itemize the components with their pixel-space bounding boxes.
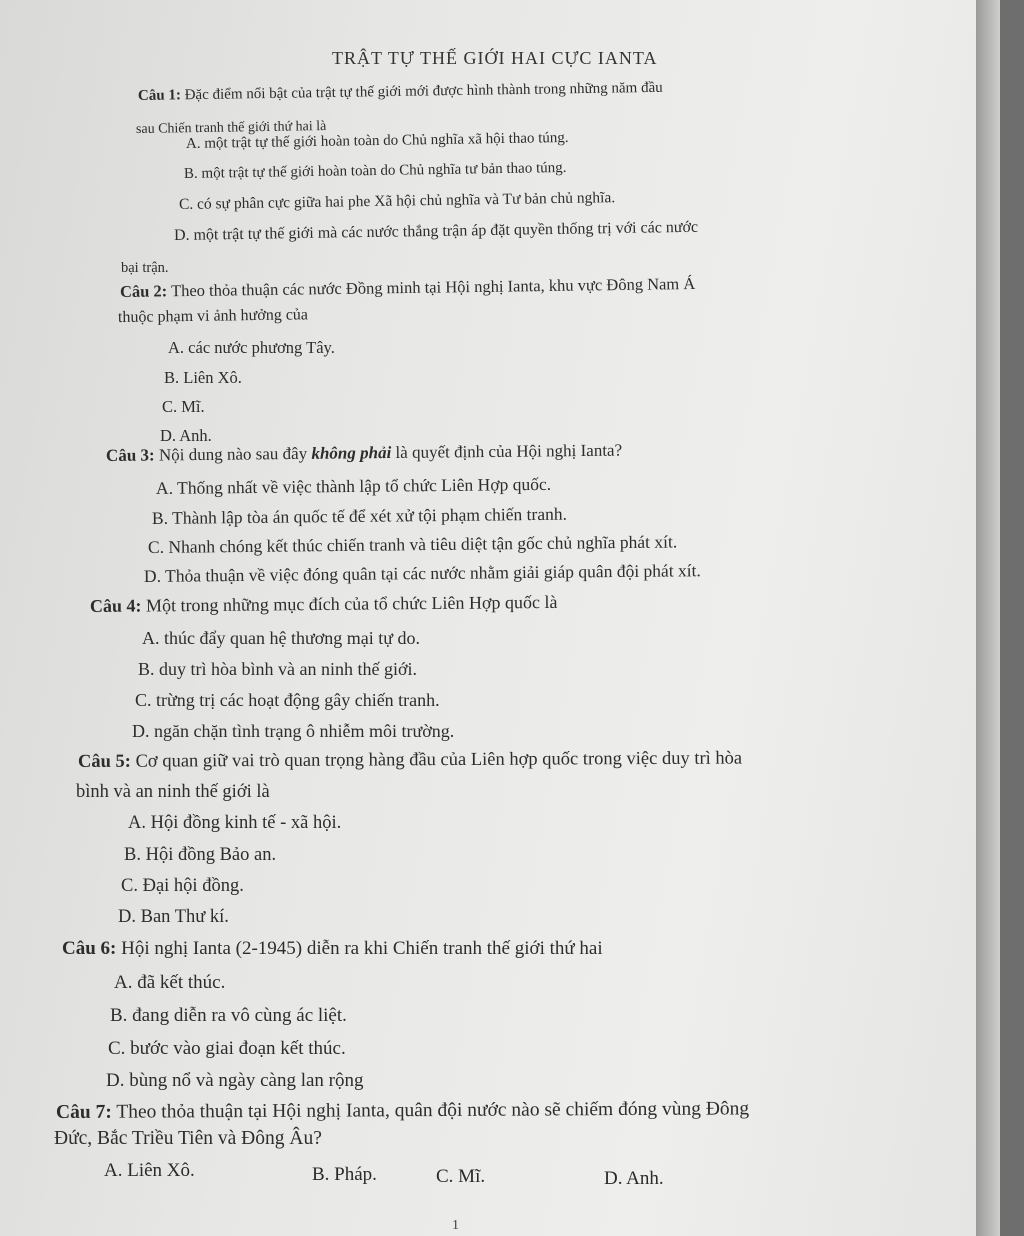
- question-1-option-d: D. một trật tự thế giới mà các nước thắng trận áp đặt quyền thống trị với các nước: [173, 218, 699, 244]
- question-6-stem-line-1: [62, 938, 603, 960]
- question-5-label: Câu 5:: [77, 751, 131, 772]
- question-4-option-d: D. ngăn chặn tình trạng ô nhiễm môi trường.: [132, 721, 455, 741]
- question-1-stem-line-1: [138, 80, 663, 105]
- question-5-option-d: D. Ban Thư kí.: [118, 907, 229, 927]
- question-1-label: Câu 1:: [137, 87, 182, 104]
- question-1-stem-line-2: sau Chiến tranh thế giới thứ hai là: [135, 119, 327, 137]
- question-4-option-a: A. thúc đẩy quan hệ thương mại tự do.: [142, 628, 420, 648]
- question-3-option-b: B. Thành lập tòa án quốc tế để xét xử tội phạm chiến tranh.: [151, 503, 568, 528]
- question-6-option-d: D. bùng nổ và ngày càng lan rộng: [106, 1070, 364, 1091]
- question-1-option-d-continued: bại trận.: [121, 260, 169, 276]
- question-2-option-b: B. Liên Xô.: [164, 368, 242, 387]
- question-6-option-a: A. đã kết thúc.: [114, 972, 226, 993]
- question-3-stem-text: Nội dung nào sau đây không phải là quyết định của Hội nghị Ianta?: [158, 440, 623, 465]
- page-number: 1: [452, 1218, 459, 1233]
- question-6-label: Câu 6:: [62, 938, 117, 959]
- question-4-option-b: B. duy trì hòa bình và an ninh thế giới.: [138, 659, 417, 679]
- question-5-option-b: B. Hội đồng Bảo an.: [124, 845, 277, 865]
- question-5-option-a: A. Hội đồng kinh tế - xã hội.: [128, 813, 342, 833]
- question-7-stem-text: Theo thỏa thuận tại Hội nghị Ianta, quân đội nước nào sẽ chiếm đóng vùng Đông: [116, 1098, 750, 1123]
- question-3-stem-line-1: [106, 441, 622, 466]
- question-7-stem-line-2: Đức, Bắc Triều Tiên và Đông Âu?: [54, 1128, 322, 1149]
- question-5-option-c: C. Đại hội đồng.: [121, 876, 244, 896]
- page-title: TRẬT TỰ THẾ GIỚI HAI CỰC IANTA: [332, 48, 658, 68]
- emphasis-not: không phải: [311, 443, 392, 463]
- question-3-label: Câu 3:: [105, 445, 155, 465]
- question-5-stem-text: Cơ quan giữ vai trò quan trọng hàng đầu của Liên hợp quốc trong việc duy trì hòa: [135, 748, 743, 772]
- question-5-stem-line-1: [78, 749, 742, 773]
- question-6-stem-text: Hội nghị Ianta (2-1945) diễn ra khi Chiến tranh thế giới thứ hai: [121, 938, 603, 959]
- question-2-option-a: A. các nước phương Tây.: [168, 338, 335, 357]
- question-7-option-c: C. Mĩ.: [436, 1166, 486, 1187]
- question-1-option-c: C. có sự phân cực giữa hai phe Xã hội chủ nghĩa và Tư bản chủ nghĩa.: [178, 189, 616, 213]
- page-edge-shadow: [976, 0, 1000, 1236]
- question-1-option-a: A. một trật tự thế giới hoàn toàn do Chủ nghĩa xã hội thao túng.: [185, 129, 569, 152]
- question-7-option-b: B. Pháp.: [312, 1164, 377, 1185]
- question-2-stem-line-2: thuộc phạm vi ảnh hưởng của: [117, 306, 309, 326]
- question-2-option-d: D. Anh.: [160, 426, 212, 445]
- question-6-option-c: C. bước vào giai đoạn kết thúc.: [108, 1038, 346, 1059]
- question-1-stem-text: Đặc điểm nổi bật của trật tự thế giới mới được hình thành trong những năm đầu: [184, 79, 663, 104]
- question-2-label: Câu 2:: [119, 281, 168, 301]
- question-7-label: Câu 7:: [55, 1101, 112, 1123]
- question-2-stem-line-1: [120, 274, 696, 302]
- question-5-stem-line-2: bình và an ninh thế giới là: [76, 782, 270, 802]
- question-7-option-a: A. Liên Xô.: [104, 1160, 195, 1181]
- question-4-stem-text: Một trong những mục đích của tổ chức Liên Hợp quốc là: [145, 591, 558, 616]
- question-6-option-b: B. đang diễn ra vô cùng ác liệt.: [110, 1005, 347, 1026]
- question-2-stem-text: Theo thỏa thuận các nước Đồng minh tại Hội nghị Ianta, khu vực Đông Nam Á: [170, 273, 696, 301]
- question-4-option-c: C. trừng trị các hoạt động gây chiến tranh.: [135, 690, 440, 710]
- question-7-stem-line-1: [56, 1098, 749, 1124]
- question-3-option-d: D. Thỏa thuận về việc đóng quân tại các nước nhằm giải giáp quân đội phát xít.: [143, 560, 701, 586]
- question-7-option-d: D. Anh.: [604, 1168, 664, 1189]
- question-3-option-c: C. Nhanh chóng kết thúc chiến tranh và tiêu diệt tận gốc chủ nghĩa phát xít.: [147, 531, 678, 557]
- question-4-stem-line-1: [90, 592, 558, 617]
- question-3-option-a: A. Thống nhất về việc thành lập tổ chức Liên Hợp quốc.: [155, 473, 552, 498]
- question-4-label: Câu 4:: [89, 595, 142, 616]
- question-2-option-c: C. Mĩ.: [162, 397, 205, 416]
- question-1-option-b: B. một trật tự thế giới hoàn toàn do Chủ nghĩa tư bản thao túng.: [183, 159, 567, 182]
